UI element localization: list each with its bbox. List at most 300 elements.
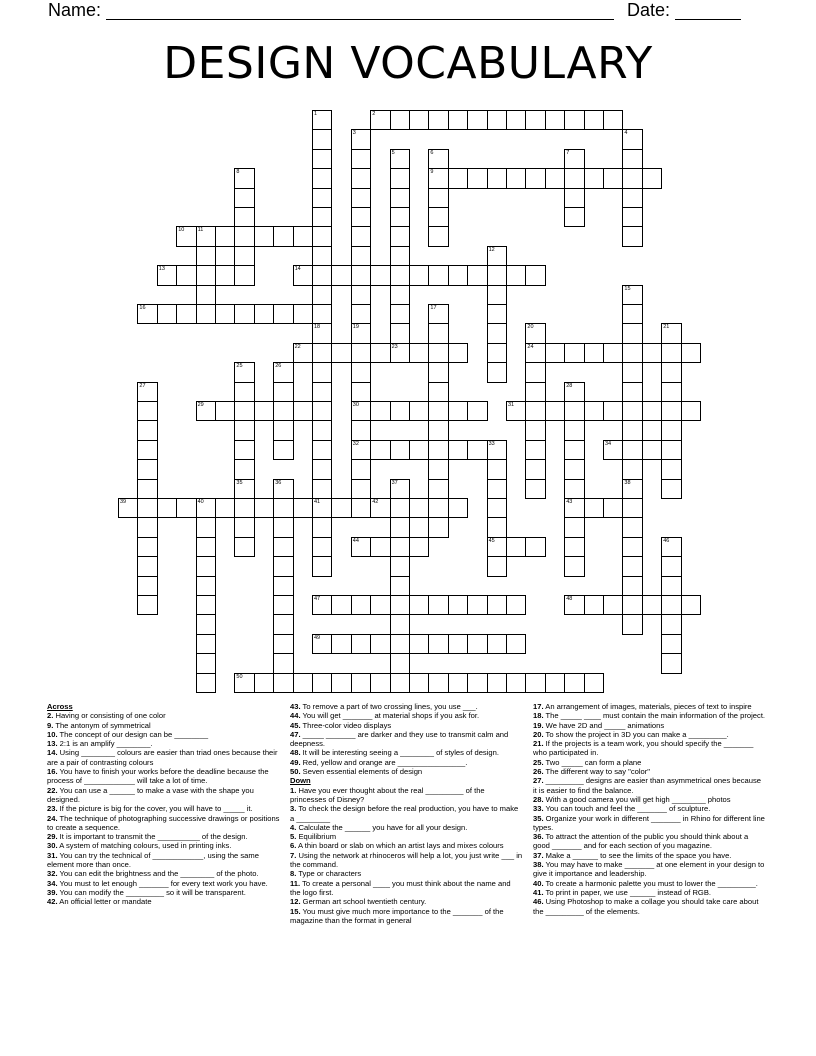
grid-cell[interactable] xyxy=(312,343,332,363)
grid-cell[interactable] xyxy=(428,265,448,285)
grid-cell[interactable] xyxy=(661,595,681,615)
grid-cell[interactable] xyxy=(661,479,681,499)
grid-cell[interactable] xyxy=(545,168,565,188)
grid-cell[interactable] xyxy=(564,401,584,421)
grid-cell[interactable] xyxy=(370,440,390,460)
grid-cell[interactable] xyxy=(390,323,410,343)
grid-cell[interactable] xyxy=(351,479,371,499)
grid-cell[interactable] xyxy=(428,673,448,693)
grid-cell[interactable] xyxy=(409,498,429,518)
grid-cell[interactable] xyxy=(390,226,410,246)
grid-cell[interactable] xyxy=(293,401,313,421)
grid-cell[interactable] xyxy=(254,498,274,518)
grid-cell[interactable] xyxy=(390,285,410,305)
grid-cell[interactable] xyxy=(293,498,313,518)
grid-cell[interactable] xyxy=(661,382,681,402)
grid-cell[interactable] xyxy=(467,673,487,693)
grid-cell[interactable] xyxy=(506,673,526,693)
grid-cell[interactable] xyxy=(312,634,332,654)
grid-cell[interactable] xyxy=(234,188,254,208)
grid-cell[interactable] xyxy=(331,265,351,285)
grid-cell[interactable] xyxy=(545,343,565,363)
grid-cell[interactable] xyxy=(390,673,410,693)
grid-cell[interactable] xyxy=(448,343,468,363)
grid-cell[interactable] xyxy=(370,401,390,421)
grid-cell[interactable] xyxy=(137,459,157,479)
grid-cell[interactable] xyxy=(428,207,448,227)
grid-cell[interactable] xyxy=(564,440,584,460)
grid-cell[interactable] xyxy=(137,517,157,537)
grid-cell[interactable] xyxy=(428,401,448,421)
grid-cell[interactable] xyxy=(506,634,526,654)
grid-cell[interactable] xyxy=(312,110,332,130)
grid-cell[interactable] xyxy=(622,226,642,246)
grid-cell[interactable] xyxy=(196,226,216,246)
grid-cell[interactable] xyxy=(273,362,293,382)
grid-cell[interactable] xyxy=(487,168,507,188)
grid-cell[interactable] xyxy=(428,420,448,440)
grid-cell[interactable] xyxy=(487,634,507,654)
grid-cell[interactable] xyxy=(584,673,604,693)
grid-cell[interactable] xyxy=(661,653,681,673)
grid-cell[interactable] xyxy=(467,168,487,188)
grid-cell[interactable] xyxy=(622,576,642,596)
grid-cell[interactable] xyxy=(312,188,332,208)
grid-cell[interactable] xyxy=(196,498,216,518)
grid-cell[interactable] xyxy=(506,110,526,130)
grid-cell[interactable] xyxy=(312,440,332,460)
grid-cell[interactable] xyxy=(273,673,293,693)
grid-cell[interactable] xyxy=(273,556,293,576)
grid-cell[interactable] xyxy=(196,673,216,693)
grid-cell[interactable] xyxy=(564,382,584,402)
grid-cell[interactable] xyxy=(234,265,254,285)
grid-cell[interactable] xyxy=(428,226,448,246)
grid-cell[interactable] xyxy=(351,673,371,693)
grid-cell[interactable] xyxy=(661,576,681,596)
grid-cell[interactable] xyxy=(661,420,681,440)
grid-cell[interactable] xyxy=(525,110,545,130)
grid-cell[interactable] xyxy=(293,343,313,363)
grid-cell[interactable] xyxy=(409,595,429,615)
grid-cell[interactable] xyxy=(370,110,390,130)
grid-cell[interactable] xyxy=(506,168,526,188)
grid-cell[interactable] xyxy=(622,168,642,188)
grid-cell[interactable] xyxy=(661,634,681,654)
grid-cell[interactable] xyxy=(642,440,662,460)
grid-cell[interactable] xyxy=(525,459,545,479)
grid-cell[interactable] xyxy=(196,614,216,634)
grid-cell[interactable] xyxy=(293,226,313,246)
grid-cell[interactable] xyxy=(661,401,681,421)
grid-cell[interactable] xyxy=(564,537,584,557)
grid-cell[interactable] xyxy=(273,634,293,654)
grid-cell[interactable] xyxy=(390,614,410,634)
grid-cell[interactable] xyxy=(254,401,274,421)
grid-cell[interactable] xyxy=(428,149,448,169)
grid-cell[interactable] xyxy=(234,673,254,693)
grid-cell[interactable] xyxy=(487,304,507,324)
grid-cell[interactable] xyxy=(331,595,351,615)
grid-cell[interactable] xyxy=(351,304,371,324)
grid-cell[interactable] xyxy=(312,129,332,149)
grid-cell[interactable] xyxy=(487,673,507,693)
grid-cell[interactable] xyxy=(448,498,468,518)
grid-cell[interactable] xyxy=(234,207,254,227)
grid-cell[interactable] xyxy=(273,226,293,246)
grid-cell[interactable] xyxy=(234,226,254,246)
grid-cell[interactable] xyxy=(409,537,429,557)
grid-cell[interactable] xyxy=(390,479,410,499)
grid-cell[interactable] xyxy=(390,343,410,363)
grid-cell[interactable] xyxy=(390,304,410,324)
grid-cell[interactable] xyxy=(564,110,584,130)
grid-cell[interactable] xyxy=(390,207,410,227)
grid-cell[interactable] xyxy=(293,265,313,285)
grid-cell[interactable] xyxy=(506,595,526,615)
grid-cell[interactable] xyxy=(564,168,584,188)
grid-cell[interactable] xyxy=(312,537,332,557)
grid-cell[interactable] xyxy=(390,595,410,615)
grid-cell[interactable] xyxy=(137,576,157,596)
grid-cell[interactable] xyxy=(312,420,332,440)
grid-cell[interactable] xyxy=(545,673,565,693)
grid-cell[interactable] xyxy=(525,673,545,693)
grid-cell[interactable] xyxy=(234,362,254,382)
grid-cell[interactable] xyxy=(196,634,216,654)
grid-cell[interactable] xyxy=(622,343,642,363)
grid-cell[interactable] xyxy=(661,440,681,460)
grid-cell[interactable] xyxy=(622,595,642,615)
grid-cell[interactable] xyxy=(525,440,545,460)
grid-cell[interactable] xyxy=(234,382,254,402)
grid-cell[interactable] xyxy=(312,323,332,343)
grid-cell[interactable] xyxy=(196,265,216,285)
grid-cell[interactable] xyxy=(312,246,332,266)
grid-cell[interactable] xyxy=(351,362,371,382)
grid-cell[interactable] xyxy=(525,168,545,188)
grid-cell[interactable] xyxy=(390,634,410,654)
grid-cell[interactable] xyxy=(312,556,332,576)
grid-cell[interactable] xyxy=(293,673,313,693)
grid-cell[interactable] xyxy=(564,420,584,440)
grid-cell[interactable] xyxy=(622,129,642,149)
grid-cell[interactable] xyxy=(312,168,332,188)
grid-cell[interactable] xyxy=(137,498,157,518)
grid-cell[interactable] xyxy=(448,595,468,615)
grid-cell[interactable] xyxy=(312,149,332,169)
grid-cell[interactable] xyxy=(234,537,254,557)
grid-cell[interactable] xyxy=(681,343,701,363)
grid-cell[interactable] xyxy=(137,382,157,402)
grid-cell[interactable] xyxy=(215,401,235,421)
grid-cell[interactable] xyxy=(331,343,351,363)
grid-cell[interactable] xyxy=(487,595,507,615)
grid-cell[interactable] xyxy=(273,653,293,673)
grid-cell[interactable] xyxy=(312,517,332,537)
grid-cell[interactable] xyxy=(487,246,507,266)
grid-cell[interactable] xyxy=(390,188,410,208)
grid-cell[interactable] xyxy=(196,653,216,673)
grid-cell[interactable] xyxy=(137,479,157,499)
grid-cell[interactable] xyxy=(564,498,584,518)
grid-cell[interactable] xyxy=(661,556,681,576)
grid-cell[interactable] xyxy=(312,362,332,382)
grid-cell[interactable] xyxy=(273,401,293,421)
grid-cell[interactable] xyxy=(564,479,584,499)
grid-cell[interactable] xyxy=(137,537,157,557)
grid-cell[interactable] xyxy=(622,401,642,421)
grid-cell[interactable] xyxy=(622,459,642,479)
grid-cell[interactable] xyxy=(525,401,545,421)
grid-cell[interactable] xyxy=(428,343,448,363)
grid-cell[interactable] xyxy=(622,479,642,499)
grid-cell[interactable] xyxy=(661,343,681,363)
grid-cell[interactable] xyxy=(603,498,623,518)
grid-cell[interactable] xyxy=(331,634,351,654)
grid-cell[interactable] xyxy=(312,285,332,305)
grid-cell[interactable] xyxy=(390,537,410,557)
grid-cell[interactable] xyxy=(448,265,468,285)
grid-cell[interactable] xyxy=(428,459,448,479)
grid-cell[interactable] xyxy=(351,265,371,285)
grid-cell[interactable] xyxy=(487,323,507,343)
grid-cell[interactable] xyxy=(331,673,351,693)
grid-cell[interactable] xyxy=(564,556,584,576)
grid-cell[interactable] xyxy=(487,556,507,576)
grid-cell[interactable] xyxy=(215,265,235,285)
grid-cell[interactable] xyxy=(351,634,371,654)
grid-cell[interactable] xyxy=(293,304,313,324)
grid-cell[interactable] xyxy=(273,537,293,557)
grid-cell[interactable] xyxy=(351,226,371,246)
grid-cell[interactable] xyxy=(273,440,293,460)
grid-cell[interactable] xyxy=(196,537,216,557)
grid-cell[interactable] xyxy=(467,634,487,654)
grid-cell[interactable] xyxy=(312,498,332,518)
grid-cell[interactable] xyxy=(351,440,371,460)
grid-cell[interactable] xyxy=(137,401,157,421)
grid-cell[interactable] xyxy=(390,653,410,673)
grid-cell[interactable] xyxy=(312,401,332,421)
grid-cell[interactable] xyxy=(312,479,332,499)
grid-cell[interactable] xyxy=(564,207,584,227)
grid-cell[interactable] xyxy=(603,168,623,188)
grid-cell[interactable] xyxy=(467,401,487,421)
grid-cell[interactable] xyxy=(157,304,177,324)
grid-cell[interactable] xyxy=(622,517,642,537)
grid-cell[interactable] xyxy=(564,188,584,208)
grid-cell[interactable] xyxy=(390,149,410,169)
grid-cell[interactable] xyxy=(622,149,642,169)
grid-cell[interactable] xyxy=(273,517,293,537)
grid-cell[interactable] xyxy=(467,265,487,285)
grid-cell[interactable] xyxy=(351,382,371,402)
grid-cell[interactable] xyxy=(273,479,293,499)
grid-cell[interactable] xyxy=(428,479,448,499)
grid-cell[interactable] xyxy=(254,304,274,324)
grid-cell[interactable] xyxy=(351,168,371,188)
grid-cell[interactable] xyxy=(525,323,545,343)
grid-cell[interactable] xyxy=(273,304,293,324)
grid-cell[interactable] xyxy=(506,265,526,285)
grid-cell[interactable] xyxy=(487,362,507,382)
grid-cell[interactable] xyxy=(409,265,429,285)
grid-cell[interactable] xyxy=(176,226,196,246)
grid-cell[interactable] xyxy=(467,440,487,460)
grid-cell[interactable] xyxy=(564,343,584,363)
grid-cell[interactable] xyxy=(370,634,390,654)
grid-cell[interactable] xyxy=(157,498,177,518)
grid-cell[interactable] xyxy=(661,323,681,343)
grid-cell[interactable] xyxy=(312,595,332,615)
grid-cell[interactable] xyxy=(622,440,642,460)
grid-cell[interactable] xyxy=(525,343,545,363)
grid-cell[interactable] xyxy=(584,343,604,363)
grid-cell[interactable] xyxy=(661,459,681,479)
grid-cell[interactable] xyxy=(409,634,429,654)
grid-cell[interactable] xyxy=(196,576,216,596)
grid-cell[interactable] xyxy=(622,323,642,343)
grid-cell[interactable] xyxy=(584,595,604,615)
grid-cell[interactable] xyxy=(448,440,468,460)
grid-cell[interactable] xyxy=(525,537,545,557)
grid-cell[interactable] xyxy=(312,207,332,227)
grid-cell[interactable] xyxy=(428,517,448,537)
grid-cell[interactable] xyxy=(196,304,216,324)
grid-cell[interactable] xyxy=(312,226,332,246)
grid-cell[interactable] xyxy=(525,479,545,499)
grid-cell[interactable] xyxy=(351,323,371,343)
grid-cell[interactable] xyxy=(622,285,642,305)
grid-cell[interactable] xyxy=(642,595,662,615)
grid-cell[interactable] xyxy=(409,110,429,130)
grid-cell[interactable] xyxy=(661,537,681,557)
grid-cell[interactable] xyxy=(370,498,390,518)
grid-cell[interactable] xyxy=(370,537,390,557)
grid-cell[interactable] xyxy=(118,498,138,518)
grid-cell[interactable] xyxy=(390,498,410,518)
grid-cell[interactable] xyxy=(390,265,410,285)
grid-cell[interactable] xyxy=(428,168,448,188)
grid-cell[interactable] xyxy=(428,323,448,343)
grid-cell[interactable] xyxy=(681,595,701,615)
grid-cell[interactable] xyxy=(137,440,157,460)
grid-cell[interactable] xyxy=(487,110,507,130)
grid-cell[interactable] xyxy=(584,110,604,130)
grid-cell[interactable] xyxy=(215,304,235,324)
grid-cell[interactable] xyxy=(176,265,196,285)
grid-cell[interactable] xyxy=(622,207,642,227)
grid-cell[interactable] xyxy=(642,343,662,363)
grid-cell[interactable] xyxy=(448,110,468,130)
grid-cell[interactable] xyxy=(370,343,390,363)
grid-cell[interactable] xyxy=(409,343,429,363)
grid-cell[interactable] xyxy=(428,188,448,208)
grid-cell[interactable] xyxy=(448,168,468,188)
grid-cell[interactable] xyxy=(273,614,293,634)
grid-cell[interactable] xyxy=(661,362,681,382)
grid-cell[interactable] xyxy=(234,168,254,188)
grid-cell[interactable] xyxy=(273,420,293,440)
grid-cell[interactable] xyxy=(506,537,526,557)
grid-cell[interactable] xyxy=(234,440,254,460)
grid-cell[interactable] xyxy=(215,498,235,518)
grid-cell[interactable] xyxy=(564,595,584,615)
grid-cell[interactable] xyxy=(487,459,507,479)
grid-cell[interactable] xyxy=(487,517,507,537)
grid-cell[interactable] xyxy=(351,343,371,363)
grid-cell[interactable] xyxy=(351,285,371,305)
grid-cell[interactable] xyxy=(234,304,254,324)
grid-cell[interactable] xyxy=(525,420,545,440)
grid-cell[interactable] xyxy=(351,149,371,169)
grid-cell[interactable] xyxy=(390,556,410,576)
grid-cell[interactable] xyxy=(312,673,332,693)
grid-cell[interactable] xyxy=(584,401,604,421)
grid-cell[interactable] xyxy=(196,517,216,537)
grid-cell[interactable] xyxy=(351,188,371,208)
grid-cell[interactable] xyxy=(390,110,410,130)
grid-cell[interactable] xyxy=(196,246,216,266)
grid-cell[interactable] xyxy=(681,401,701,421)
grid-cell[interactable] xyxy=(137,556,157,576)
grid-cell[interactable] xyxy=(234,459,254,479)
grid-cell[interactable] xyxy=(234,479,254,499)
grid-cell[interactable] xyxy=(331,498,351,518)
grid-cell[interactable] xyxy=(525,362,545,382)
grid-cell[interactable] xyxy=(584,498,604,518)
grid-cell[interactable] xyxy=(622,537,642,557)
grid-cell[interactable] xyxy=(622,420,642,440)
grid-cell[interactable] xyxy=(545,110,565,130)
grid-cell[interactable] xyxy=(215,226,235,246)
grid-cell[interactable] xyxy=(390,246,410,266)
grid-cell[interactable] xyxy=(428,634,448,654)
grid-cell[interactable] xyxy=(312,265,332,285)
grid-cell[interactable] xyxy=(234,401,254,421)
grid-cell[interactable] xyxy=(584,168,604,188)
grid-cell[interactable] xyxy=(622,382,642,402)
grid-cell[interactable] xyxy=(448,401,468,421)
grid-cell[interactable] xyxy=(234,517,254,537)
grid-cell[interactable] xyxy=(234,246,254,266)
grid-cell[interactable] xyxy=(370,673,390,693)
grid-cell[interactable] xyxy=(642,401,662,421)
grid-cell[interactable] xyxy=(176,304,196,324)
grid-cell[interactable] xyxy=(351,498,371,518)
grid-cell[interactable] xyxy=(487,285,507,305)
grid-cell[interactable] xyxy=(137,595,157,615)
grid-cell[interactable] xyxy=(196,401,216,421)
grid-cell[interactable] xyxy=(390,576,410,596)
grid-cell[interactable] xyxy=(312,459,332,479)
grid-cell[interactable] xyxy=(564,517,584,537)
grid-cell[interactable] xyxy=(603,110,623,130)
grid-cell[interactable] xyxy=(312,304,332,324)
grid-cell[interactable] xyxy=(622,498,642,518)
grid-cell[interactable] xyxy=(351,595,371,615)
grid-cell[interactable] xyxy=(428,595,448,615)
grid-cell[interactable] xyxy=(545,401,565,421)
grid-cell[interactable] xyxy=(351,459,371,479)
grid-cell[interactable] xyxy=(390,517,410,537)
grid-cell[interactable] xyxy=(564,149,584,169)
grid-cell[interactable] xyxy=(487,343,507,363)
grid-cell[interactable] xyxy=(370,595,390,615)
grid-cell[interactable] xyxy=(351,246,371,266)
grid-cell[interactable] xyxy=(254,673,274,693)
